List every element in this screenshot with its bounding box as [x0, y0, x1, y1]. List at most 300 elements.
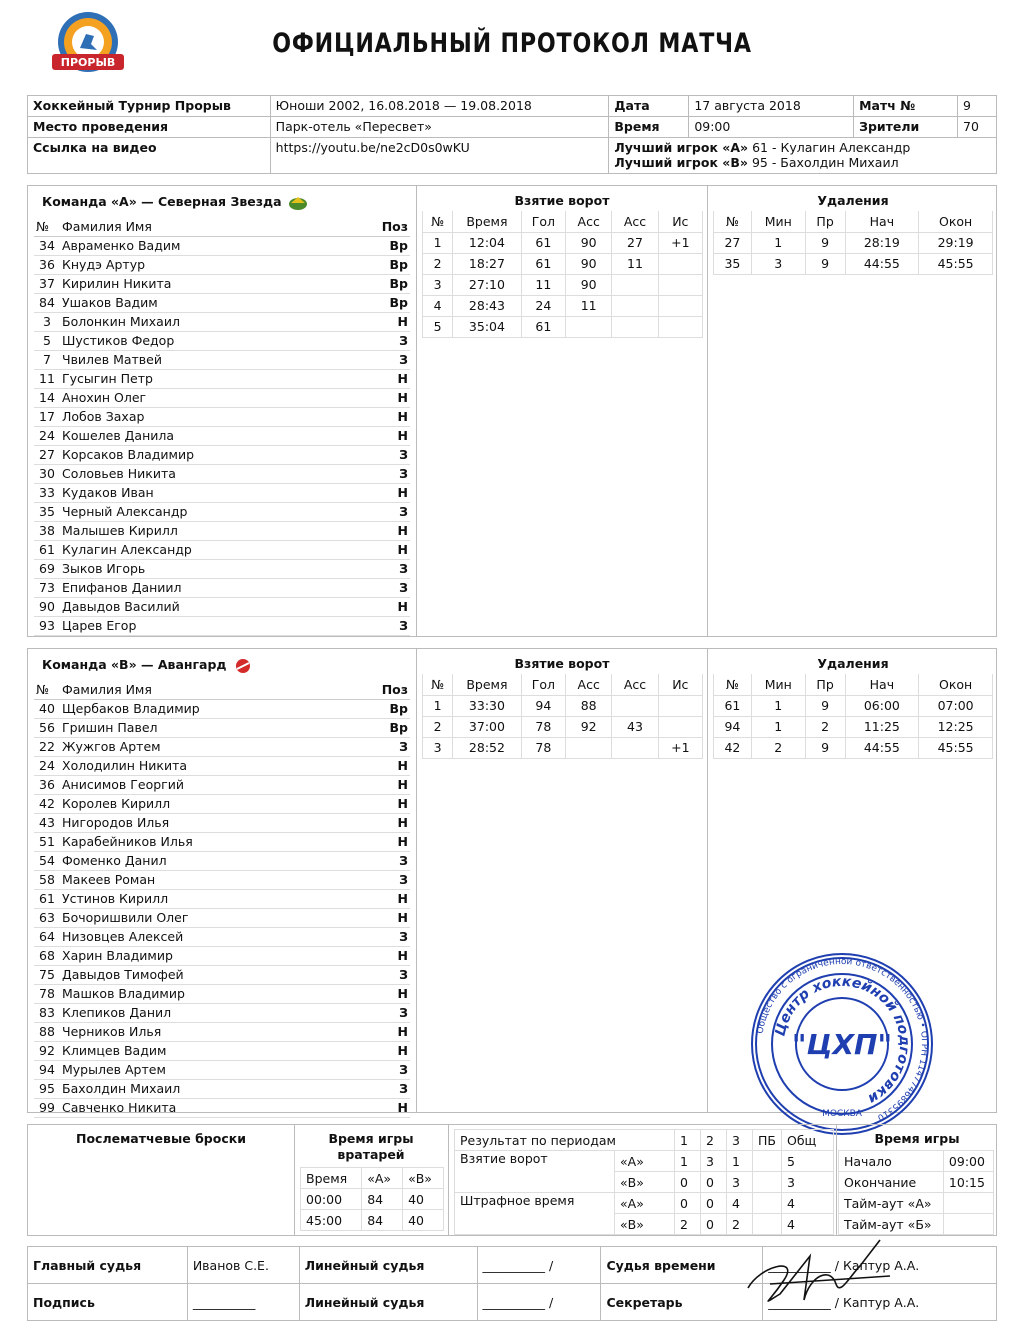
game-time-row	[839, 1193, 994, 1214]
situation	[658, 253, 702, 274]
pen-end: 12:25	[919, 716, 993, 737]
roster-row	[34, 369, 410, 388]
name-header: Фамилия Имя	[60, 217, 380, 236]
team-label: «А»	[615, 1193, 675, 1214]
player-name: Анисимов Георгий	[60, 775, 380, 794]
linesman-label: Линейный судья	[299, 1247, 477, 1284]
player-name: Царев Егор	[60, 616, 380, 635]
best-b-label: Лучший игрок «В»	[614, 155, 748, 170]
pen-code: 9	[805, 253, 845, 274]
goal-row	[423, 295, 703, 316]
roster-row	[34, 445, 410, 464]
player-position: Н	[380, 775, 410, 794]
player-position: Н	[380, 407, 410, 426]
page-title: ОФИЦИАЛЬНЫЙ ПРОТОКОЛ МАТЧА	[272, 28, 752, 59]
player-position: Вр	[380, 274, 410, 293]
player-number: 94	[34, 1060, 60, 1079]
period-value: 0	[701, 1214, 727, 1235]
situation-header: Ис	[658, 674, 702, 695]
penalty-row	[714, 737, 993, 758]
goal-row	[423, 737, 703, 758]
period-value: 0	[701, 1172, 727, 1193]
player-name: Макеев Роман	[60, 870, 380, 889]
roster-row	[34, 946, 410, 965]
period-value: 4	[727, 1193, 753, 1214]
secretary-value: __________ / Каптур А.А.	[763, 1284, 997, 1321]
team-a-roster-col	[28, 186, 416, 636]
player-position: Вр	[380, 293, 410, 312]
goalie-time: 00:00	[301, 1189, 362, 1210]
goal-scorer: 61	[521, 232, 565, 253]
linesman-value: __________ /	[477, 1247, 601, 1284]
assist1: 88	[566, 695, 612, 716]
period-value: 0	[675, 1193, 701, 1214]
player-name: Шустиков Федор	[60, 331, 380, 350]
period-header: 2	[701, 1130, 727, 1151]
goal-no: 3	[423, 737, 453, 758]
assist1: 92	[566, 716, 612, 737]
roster-row	[34, 255, 410, 274]
player-number: 84	[34, 293, 60, 312]
player-name: Клепиков Данил	[60, 1003, 380, 1022]
pen-code: 9	[805, 232, 845, 253]
player-name: Мурылев Артем	[60, 1060, 380, 1079]
roster-row	[34, 1079, 410, 1098]
player-position: З	[380, 559, 410, 578]
roster-row	[34, 464, 410, 483]
roster-row	[34, 1098, 410, 1117]
player-name: Черный Александр	[60, 502, 380, 521]
situation: +1	[658, 737, 702, 758]
pen-start-header: Нач	[845, 674, 919, 695]
player-number: 95	[34, 1079, 60, 1098]
team-label: «В»	[615, 1172, 675, 1193]
team-a-title	[42, 194, 308, 211]
game-time-row	[839, 1172, 994, 1193]
goals-summary-label: Взятие ворот	[455, 1151, 615, 1193]
goalie-time: 45:00	[301, 1210, 362, 1231]
player-position: З	[380, 870, 410, 889]
player-name: Бочоришвили Олег	[60, 908, 380, 927]
situation-header: Ис	[658, 211, 702, 232]
pen-start-header: Нач	[845, 211, 919, 232]
pen-end: 45:55	[919, 253, 993, 274]
pen-min: 1	[751, 716, 805, 737]
roster-header	[34, 217, 410, 236]
pen-code-header: Пр	[805, 674, 845, 695]
game-time-label: Окончание	[839, 1172, 944, 1193]
player-number: 69	[34, 559, 60, 578]
name-header: Фамилия Имя	[60, 680, 380, 699]
pen-player: 42	[714, 737, 752, 758]
player-name: Малышев Кирилл	[60, 521, 380, 540]
team-b-title-text: Команда «В» — Авангард	[42, 657, 227, 672]
player-position: Н	[380, 984, 410, 1003]
player-name: Ушаков Вадим	[60, 293, 380, 312]
assist1: 90	[566, 232, 612, 253]
assist2-header: Асс	[612, 211, 658, 232]
pen-end: 29:19	[919, 232, 993, 253]
team-a-penalties-col	[707, 186, 998, 636]
team-a-penalties-table	[713, 211, 993, 275]
period-header: Общ	[782, 1130, 834, 1151]
number-header: №	[34, 680, 60, 699]
goalie-time-table	[300, 1167, 444, 1231]
player-number: 14	[34, 388, 60, 407]
penalty-row	[714, 253, 993, 274]
player-number: 63	[34, 908, 60, 927]
assist2	[612, 274, 658, 295]
periods-header	[455, 1130, 834, 1151]
goalie-b: 40	[403, 1210, 444, 1231]
player-position: Н	[380, 369, 410, 388]
player-number: 7	[34, 350, 60, 369]
player-name: Фоменко Данил	[60, 851, 380, 870]
roster-row	[34, 388, 410, 407]
player-number: 75	[34, 965, 60, 984]
date-label: Дата	[609, 96, 689, 117]
pen-start: 06:00	[845, 695, 919, 716]
best-a-label: Лучший игрок «А»	[614, 140, 749, 155]
pim-summary-label: Штрафное время	[455, 1193, 615, 1235]
player-number: 34	[34, 236, 60, 255]
team-a-goals-title: Взятие ворот	[514, 193, 610, 208]
player-position: Н	[380, 312, 410, 331]
period-value: 3	[727, 1172, 753, 1193]
player-name: Гришин Павел	[60, 718, 380, 737]
player-name: Харин Владимир	[60, 946, 380, 965]
video-link[interactable]: https://youtu.be/ne2cD0s0wKU	[270, 138, 609, 174]
venue-label: Место проведения	[28, 117, 271, 138]
player-position: Н	[380, 889, 410, 908]
period-value: 1	[675, 1151, 701, 1172]
pen-start: 44:55	[845, 737, 919, 758]
player-position: З	[380, 331, 410, 350]
goal-time: 33:30	[453, 695, 521, 716]
pen-code: 9	[805, 737, 845, 758]
roster-row	[34, 737, 410, 756]
roster-row	[34, 756, 410, 775]
linesman2-value: __________ /	[477, 1284, 601, 1321]
player-position: Н	[380, 1022, 410, 1041]
team-b-roster-col	[28, 649, 416, 1115]
time-value: 09:00	[689, 117, 854, 138]
player-name: Авраменко Вадим	[60, 236, 380, 255]
player-name: Епифанов Даниил	[60, 578, 380, 597]
goalie-a-header: «А»	[362, 1168, 403, 1189]
goal-scorer-header: Гол	[521, 211, 565, 232]
team-b-penalties-title: Удаления	[817, 656, 889, 671]
situation	[658, 295, 702, 316]
period-value: 0	[701, 1193, 727, 1214]
match-number-value: 9	[958, 96, 997, 117]
tournament-value: Юноши 2002, 16.08.2018 — 19.08.2018	[270, 96, 609, 117]
handwritten-signature	[740, 1236, 900, 1320]
roster-row	[34, 578, 410, 597]
player-name: Королев Кирилл	[60, 794, 380, 813]
player-name: Гусыгин Петр	[60, 369, 380, 388]
team-b-goals-table	[422, 674, 703, 759]
roster-row	[34, 426, 410, 445]
timekeeper-value: __________ / Каптур А.А.	[763, 1247, 997, 1284]
svg-text:МОСКВА: МОСКВА	[822, 1109, 862, 1119]
period-value	[753, 1172, 782, 1193]
best-b-value: 95 - Бахолдин Михаил	[747, 155, 899, 170]
goal-no: 5	[423, 316, 453, 337]
spectators-label: Зрители	[854, 117, 958, 138]
period-value: 2	[675, 1214, 701, 1235]
goal-time-header: Время	[453, 674, 521, 695]
roster-header	[34, 680, 410, 699]
player-position: З	[380, 965, 410, 984]
goal-scorer: 78	[521, 737, 565, 758]
player-name: Давыдов Тимофей	[60, 965, 380, 984]
player-name: Савченко Никита	[60, 1098, 380, 1117]
player-position: Н	[380, 426, 410, 445]
team-label: «В»	[615, 1214, 675, 1235]
pen-code: 9	[805, 695, 845, 716]
player-name: Холодилин Никита	[60, 756, 380, 775]
goal-scorer: 24	[521, 295, 565, 316]
pen-player: 61	[714, 695, 752, 716]
assist2-header: Асс	[612, 674, 658, 695]
pen-start: 44:55	[845, 253, 919, 274]
player-position: Вр	[380, 699, 410, 718]
game-time-table	[838, 1150, 994, 1235]
team-b-goals-col	[416, 649, 707, 1112]
summary-section	[27, 1124, 997, 1236]
player-number: 92	[34, 1041, 60, 1060]
roster-row	[34, 502, 410, 521]
pen-player: 27	[714, 232, 752, 253]
player-position: Вр	[380, 718, 410, 737]
game-time-value	[943, 1193, 993, 1214]
roster-row	[34, 718, 410, 737]
goal-scorer: 61	[521, 316, 565, 337]
period-value: 2	[727, 1214, 753, 1235]
video-label: Ссылка на видео	[28, 138, 271, 174]
assist1: 90	[566, 253, 612, 274]
player-position: Н	[380, 540, 410, 559]
player-number: 22	[34, 737, 60, 756]
player-number: 61	[34, 889, 60, 908]
player-position: З	[380, 851, 410, 870]
match-number-label: Матч №	[854, 96, 958, 117]
player-name: Анохин Олег	[60, 388, 380, 407]
head-referee-value: Иванов С.Е.	[187, 1247, 299, 1284]
signature-value: __________	[187, 1284, 299, 1321]
game-time-row	[839, 1214, 994, 1235]
player-position: Вр	[380, 236, 410, 255]
player-name: Лобов Захар	[60, 407, 380, 426]
pen-code-header: Пр	[805, 211, 845, 232]
pen-player-header: №	[714, 211, 752, 232]
goal-row	[423, 232, 703, 253]
official-stamp	[748, 950, 936, 1138]
position-header: Поз	[380, 217, 410, 236]
svg-text:ПРОРЫВ: ПРОРЫВ	[60, 56, 116, 69]
signature-label: Подпись	[28, 1284, 188, 1321]
player-name: Жужгов Артем	[60, 737, 380, 756]
period-value: 3	[782, 1172, 834, 1193]
player-number: 37	[34, 274, 60, 293]
roster-row	[34, 483, 410, 502]
situation	[658, 695, 702, 716]
goalie-row	[301, 1189, 444, 1210]
goalie-b: 40	[403, 1189, 444, 1210]
spectators-value: 70	[958, 117, 997, 138]
roster-row	[34, 1003, 410, 1022]
roster-row	[34, 1060, 410, 1079]
player-number: 27	[34, 445, 60, 464]
player-number: 24	[34, 426, 60, 445]
player-number: 24	[34, 756, 60, 775]
roster-row	[34, 927, 410, 946]
player-name: Соловьев Никита	[60, 464, 380, 483]
date-value: 17 августа 2018	[689, 96, 854, 117]
goal-time: 27:10	[453, 274, 521, 295]
period-value: 1	[727, 1151, 753, 1172]
player-position: Н	[380, 1041, 410, 1060]
linesman2-label: Линейный судья	[299, 1284, 477, 1321]
player-name: Климцев Вадим	[60, 1041, 380, 1060]
periods-table	[454, 1129, 834, 1235]
player-number: 56	[34, 718, 60, 737]
penalty-row	[714, 716, 993, 737]
tournament-label: Хоккейный Турнир Прорыв	[28, 96, 271, 117]
game-time-value	[943, 1214, 993, 1235]
player-number: 36	[34, 775, 60, 794]
time-label: Время	[609, 117, 689, 138]
pen-end-header: Окон	[919, 211, 993, 232]
head-referee-label: Главный судья	[28, 1247, 188, 1284]
pen-min: 1	[751, 232, 805, 253]
team-b-goals-title: Взятие ворот	[514, 656, 610, 671]
goalie-time-title: Время игры вратарей	[328, 1131, 414, 1162]
player-number: 38	[34, 521, 60, 540]
roster-row	[34, 597, 410, 616]
player-name: Кулагин Александр	[60, 540, 380, 559]
player-position: Вр	[380, 255, 410, 274]
team-a-section	[27, 185, 997, 637]
roster-row	[34, 274, 410, 293]
roster-row	[34, 984, 410, 1003]
svg-text:"ЦХП": "ЦХП"	[791, 1028, 893, 1061]
player-position: З	[380, 350, 410, 369]
roster-row	[34, 1022, 410, 1041]
roster-row	[34, 832, 410, 851]
goalie-b-header: «В»	[403, 1168, 444, 1189]
pen-code: 2	[805, 716, 845, 737]
team-a-title-text: Команда «А» — Северная Звезда	[42, 194, 282, 209]
player-number: 88	[34, 1022, 60, 1041]
goal-row	[423, 716, 703, 737]
goals-header	[423, 211, 703, 232]
player-position: З	[380, 464, 410, 483]
penalty-row	[714, 232, 993, 253]
player-number: 61	[34, 540, 60, 559]
goalie-header	[301, 1168, 444, 1189]
player-position: Н	[380, 813, 410, 832]
player-number: 73	[34, 578, 60, 597]
player-number: 40	[34, 699, 60, 718]
player-position: З	[380, 616, 410, 635]
player-name: Болонкин Михаил	[60, 312, 380, 331]
player-number: 33	[34, 483, 60, 502]
goal-no-header: №	[423, 674, 453, 695]
pen-start: 28:19	[845, 232, 919, 253]
player-name: Зыков Игорь	[60, 559, 380, 578]
game-time-title: Время игры	[874, 1131, 960, 1146]
player-number: 68	[34, 946, 60, 965]
assist1: 90	[566, 274, 612, 295]
player-position: З	[380, 445, 410, 464]
assist1	[566, 737, 612, 758]
pen-end: 07:00	[919, 695, 993, 716]
player-name: Давыдов Василий	[60, 597, 380, 616]
player-number: 35	[34, 502, 60, 521]
player-name: Карабейников Илья	[60, 832, 380, 851]
goal-no: 1	[423, 695, 453, 716]
player-name: Кудаков Иван	[60, 483, 380, 502]
roster-row	[34, 889, 410, 908]
secretary-label: Секретарь	[601, 1284, 763, 1321]
player-number: 83	[34, 1003, 60, 1022]
period-value: 0	[675, 1172, 701, 1193]
player-number: 36	[34, 255, 60, 274]
roster-row	[34, 236, 410, 255]
pen-start: 11:25	[845, 716, 919, 737]
player-number: 54	[34, 851, 60, 870]
goal-no: 2	[423, 716, 453, 737]
goal-no-header: №	[423, 211, 453, 232]
match-info-table	[27, 95, 997, 174]
goal-no: 3	[423, 274, 453, 295]
period-value: 4	[782, 1214, 834, 1235]
penalties-header	[714, 674, 993, 695]
assist2: 27	[612, 232, 658, 253]
roster-row	[34, 521, 410, 540]
player-number: 11	[34, 369, 60, 388]
roster-row	[34, 965, 410, 984]
assist1-header: Асс	[566, 674, 612, 695]
game-time-value: 10:15	[943, 1172, 993, 1193]
team-b-title	[42, 657, 253, 674]
goal-no: 1	[423, 232, 453, 253]
roster-row	[34, 350, 410, 369]
player-position: Н	[380, 832, 410, 851]
goal-time: 37:00	[453, 716, 521, 737]
roster-row	[34, 851, 410, 870]
player-number: 5	[34, 331, 60, 350]
goal-row	[423, 695, 703, 716]
game-time-label: Тайм-аут «Б»	[839, 1214, 944, 1235]
assist2	[612, 737, 658, 758]
goalie-a: 84	[362, 1210, 403, 1231]
assist1	[566, 316, 612, 337]
pen-min: 1	[751, 695, 805, 716]
player-name: Черников Илья	[60, 1022, 380, 1041]
roster-row	[34, 908, 410, 927]
roster-row	[34, 775, 410, 794]
assist2: 43	[612, 716, 658, 737]
player-number: 43	[34, 813, 60, 832]
period-value: 3	[701, 1151, 727, 1172]
period-value: 5	[782, 1151, 834, 1172]
goal-row	[423, 253, 703, 274]
player-position: З	[380, 1079, 410, 1098]
period-value	[753, 1151, 782, 1172]
